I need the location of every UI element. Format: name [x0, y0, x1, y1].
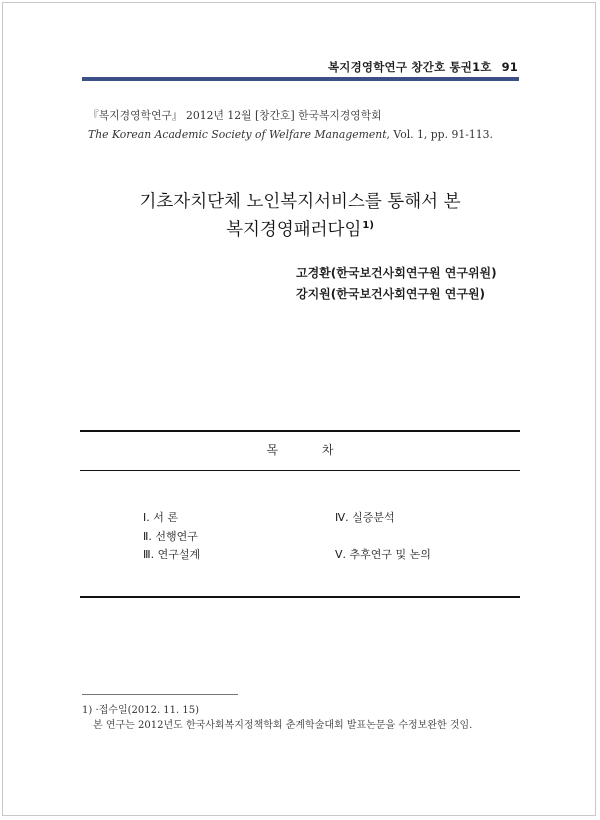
footnote-received-date: 1) ·접수일(2012. 11. 15) — [82, 705, 200, 716]
title-footnote-mark: 1) — [362, 220, 374, 231]
paper-title-line2-text: 복지경영패러다임 — [226, 220, 362, 240]
citation-english-volume: , Vol. 1, pp. 91-113. — [386, 128, 493, 141]
toc-mid-rule — [80, 470, 520, 471]
toc-item-4: Ⅳ. 실증분석 — [335, 511, 395, 524]
paper-title-line2 — [0, 216, 600, 241]
footnote-rule — [82, 694, 238, 695]
author-2: 강지원(한국보건사회연구원 연구원) — [296, 287, 486, 301]
running-header — [328, 59, 518, 75]
toc-top-rule — [80, 430, 520, 432]
page-number: 91 — [501, 60, 518, 74]
toc-item-1: Ⅰ. 서 론 — [143, 511, 178, 524]
toc-heading: 목 차 — [266, 443, 354, 457]
footnote-note: 본 연구는 2012년도 한국사회복지정책학회 춘계학술대회 발표논문을 수정보완한 것임. — [93, 720, 473, 731]
author-1: 고경환(한국보건사회연구원 연구위원) — [296, 266, 497, 280]
toc-bottom-rule — [80, 596, 520, 598]
toc-item-3: Ⅲ. 연구설계 — [143, 548, 201, 561]
toc-item-2: Ⅱ. 선행연구 — [143, 530, 198, 543]
header-rule — [82, 77, 519, 81]
paper-title-line1: 기초자치단체 노인복지서비스를 통해서 본 — [139, 192, 461, 212]
toc-item-5: Ⅴ. 추후연구 및 논의 — [335, 548, 431, 561]
journal-name: 복지경영학연구 창간호 통권1호 — [327, 60, 492, 74]
citation-english-journal: The Korean Academic Society of Welfare Management — [88, 128, 387, 141]
citation-english — [88, 128, 493, 141]
citation-korean: 『복지경영학연구』 2012년 12월 [창간호] 한국복지경영학회 — [88, 109, 382, 122]
